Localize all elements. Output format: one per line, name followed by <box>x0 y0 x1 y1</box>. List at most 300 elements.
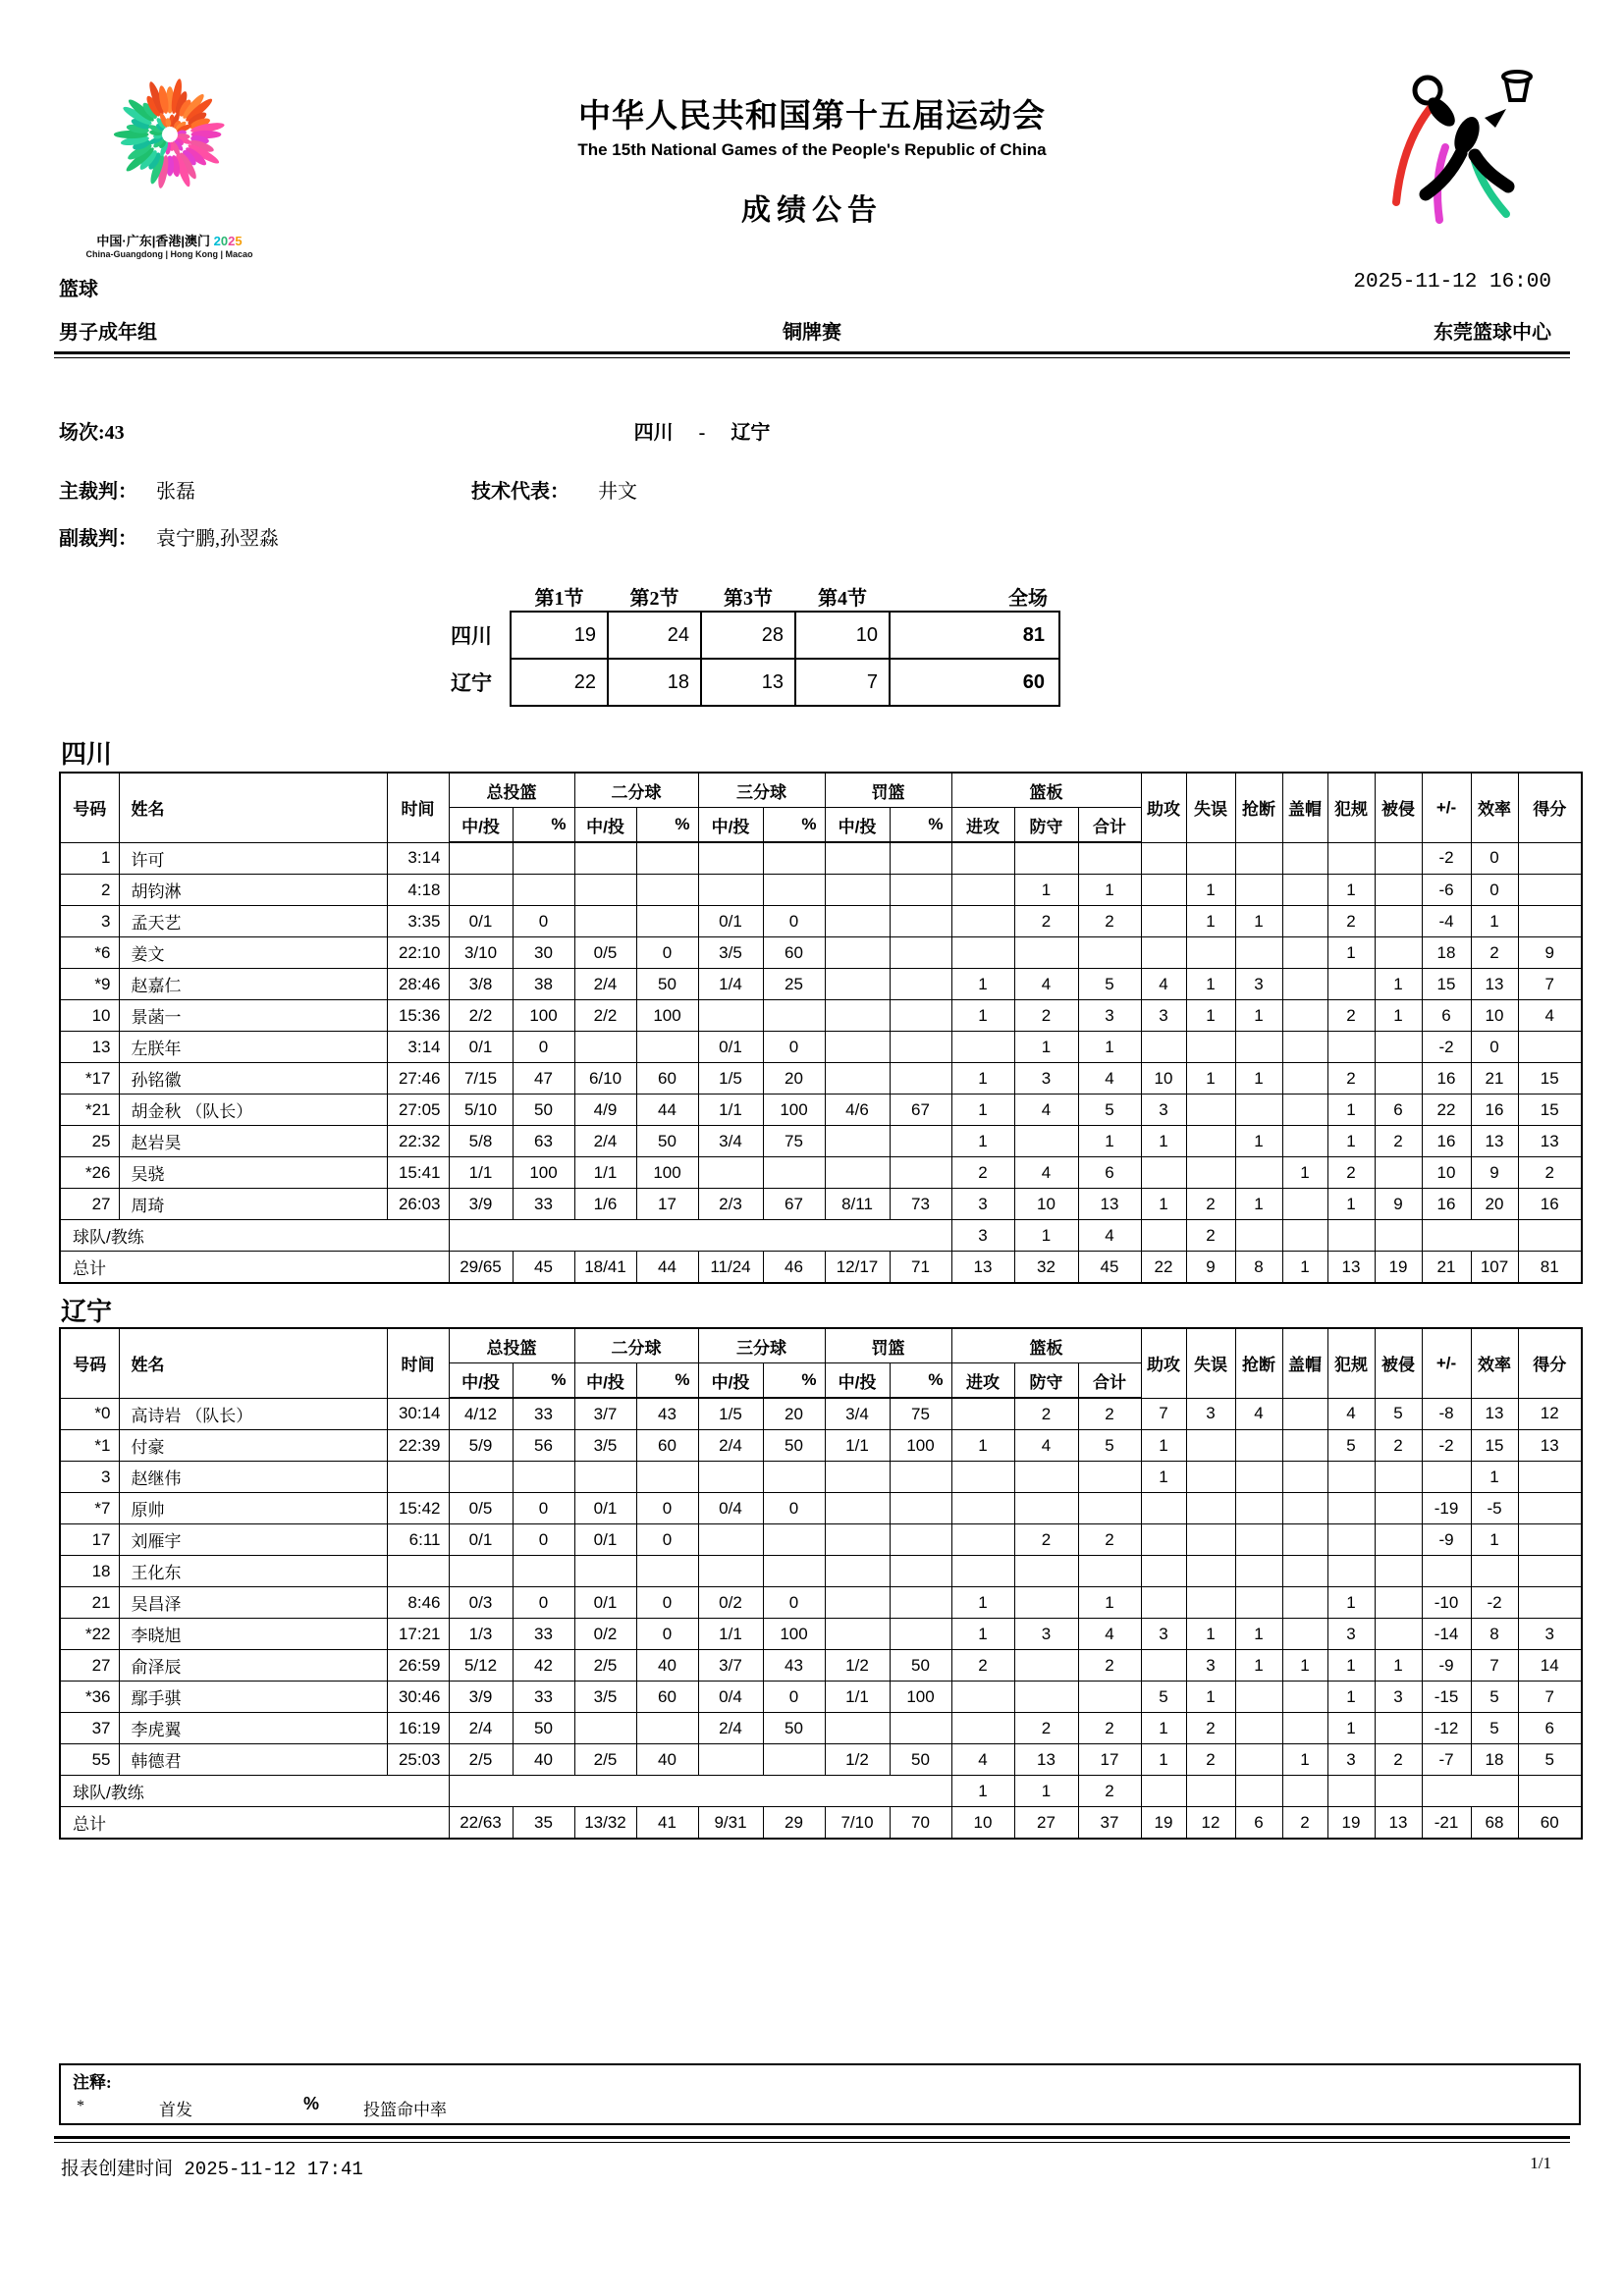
stat-cell: 1 <box>1186 1063 1235 1095</box>
stat-cell <box>513 842 574 875</box>
liaoning-stats-table <box>59 1327 1583 1840</box>
totals-row <box>60 1252 1582 1284</box>
stat-cell <box>1422 1462 1471 1493</box>
stat-cell <box>1186 1493 1235 1524</box>
stat-cell: 1 <box>951 1126 1014 1157</box>
stat-cell <box>1235 875 1282 906</box>
stat-cell: 1 <box>951 1430 1014 1462</box>
stat-cell: 2 <box>1375 1430 1422 1462</box>
stat-cell: 3 <box>60 906 119 937</box>
stat-cell <box>1375 1619 1422 1650</box>
stat-cell: 6:11 <box>387 1524 449 1556</box>
stat-cell: 0/2 <box>574 1619 636 1650</box>
stat-cell: -9 <box>1422 1524 1471 1556</box>
stat-cell: 20 <box>763 1398 825 1430</box>
stat-cell: 0 <box>636 1619 698 1650</box>
stat-cell <box>1235 1095 1282 1126</box>
stat-cell <box>1327 1556 1375 1587</box>
stat-cell: 0 <box>1471 875 1518 906</box>
stat-cell: 赵嘉仁 <box>119 969 387 1000</box>
stat-cell: 60 <box>636 1682 698 1713</box>
stat-cell <box>890 1157 951 1189</box>
stat-cell: 16 <box>1471 1095 1518 1126</box>
stat-cell: 15 <box>1422 969 1471 1000</box>
stat-cell: 0/4 <box>698 1493 763 1524</box>
stat-cell: 26:59 <box>387 1650 449 1682</box>
stat-cell <box>825 937 890 969</box>
vs-separator: - <box>698 422 706 444</box>
stat-cell <box>890 842 951 875</box>
stat-cell: 25 <box>60 1126 119 1157</box>
stat-cell: 2/4 <box>574 1126 636 1157</box>
stat-cell <box>825 1000 890 1032</box>
stat-cell: 10 <box>1141 1063 1186 1095</box>
stat-cell: 100 <box>890 1430 951 1462</box>
stat-cell: 1/1 <box>825 1430 890 1462</box>
stat-cell: 8/11 <box>825 1189 890 1220</box>
stat-cell <box>1518 875 1582 906</box>
team-section-label-sichuan: 四川 <box>61 740 113 769</box>
stat-cell <box>1141 1587 1186 1619</box>
quarter-score-cell: 18 <box>608 659 701 706</box>
stat-cell: 吴骁 <box>119 1157 387 1189</box>
stat-cell: 1 <box>1327 937 1375 969</box>
player-row <box>60 1744 1582 1776</box>
stat-cell: *22 <box>60 1619 119 1650</box>
stat-cell <box>1141 1650 1186 1682</box>
stat-cell: 0 <box>763 906 825 937</box>
stat-cell: 3 <box>1141 1000 1186 1032</box>
stat-cell <box>1186 1157 1235 1189</box>
stat-cell: 1 <box>1141 1713 1186 1744</box>
stat-cell: 李晓旭 <box>119 1619 387 1650</box>
stat-cell: 1 <box>1235 1619 1282 1650</box>
stat-cell <box>951 1398 1014 1430</box>
stat-cell: 10 <box>1014 1189 1078 1220</box>
total-stat-cell: 19 <box>1327 1807 1375 1840</box>
stat-cell: 1/3 <box>449 1619 513 1650</box>
total-stat-cell: 32 <box>1014 1252 1078 1284</box>
stat-cell <box>890 1000 951 1032</box>
stat-cell: 9 <box>1375 1189 1422 1220</box>
total-stat-cell: 22/63 <box>449 1807 513 1840</box>
stat-cell: 5 <box>1078 969 1141 1000</box>
column-header: 犯规 <box>1327 773 1375 842</box>
stat-cell: 0/1 <box>574 1493 636 1524</box>
quarter-score-table <box>412 575 1060 707</box>
stat-cell <box>1235 1776 1282 1807</box>
stat-cell: 左朕年 <box>119 1032 387 1063</box>
header-divider <box>54 351 1570 358</box>
stat-cell: 1 <box>1235 1189 1282 1220</box>
stat-cell: 2/4 <box>698 1713 763 1744</box>
stat-cell: 67 <box>763 1189 825 1220</box>
stat-cell: 1 <box>951 969 1014 1000</box>
stat-cell <box>1327 1776 1375 1807</box>
team-section-label-liaoning: 辽宁 <box>61 1298 113 1326</box>
stat-cell: *7 <box>60 1493 119 1524</box>
quarter-score-row <box>412 659 1059 706</box>
stat-cell: 2 <box>1375 1126 1422 1157</box>
total-stat-cell: 13 <box>1375 1807 1422 1840</box>
stat-cell: 5 <box>1141 1682 1186 1713</box>
stat-cell: 2 <box>1327 906 1375 937</box>
column-header: 得分 <box>1518 773 1582 842</box>
column-header: 篮板 <box>951 1328 1141 1363</box>
column-header: % <box>890 808 951 843</box>
stat-cell <box>698 842 763 875</box>
stat-cell: 7 <box>1471 1650 1518 1682</box>
stat-cell <box>1141 875 1186 906</box>
stat-cell: 12 <box>1518 1398 1582 1430</box>
stat-cell: 55 <box>60 1744 119 1776</box>
chief-referee-label: 主裁判： <box>59 481 137 503</box>
stat-cell <box>1235 1220 1282 1252</box>
stat-cell: 0 <box>636 1587 698 1619</box>
stat-cell: 0 <box>513 1032 574 1063</box>
stat-cell <box>825 969 890 1000</box>
stat-cell: 25 <box>763 969 825 1000</box>
stat-cell: 1 <box>1327 1095 1375 1126</box>
column-header: 效率 <box>1471 1328 1518 1398</box>
logo-year-digit: 0 <box>220 234 229 248</box>
stat-cell: 13 <box>1518 1126 1582 1157</box>
home-team-name: 四川 <box>633 422 674 444</box>
stat-cell: 3 <box>951 1189 1014 1220</box>
stat-cell: -14 <box>1422 1619 1471 1650</box>
stat-cell <box>1518 1556 1582 1587</box>
stat-cell <box>1141 937 1186 969</box>
player-row <box>60 1095 1582 1126</box>
stat-cell: 1/4 <box>698 969 763 1000</box>
stat-cell <box>1141 1157 1186 1189</box>
stat-cell: 18 <box>1422 937 1471 969</box>
stat-cell: 0 <box>763 1682 825 1713</box>
totals-label: 总计 <box>60 1252 449 1284</box>
stat-cell: 100 <box>890 1682 951 1713</box>
stat-cell <box>1014 1650 1078 1682</box>
stat-cell: 10 <box>60 1000 119 1032</box>
stat-cell: 1 <box>1141 1462 1186 1493</box>
total-stat-cell: 13 <box>951 1252 1014 1284</box>
stat-cell: 43 <box>636 1398 698 1430</box>
stat-cell: 6 <box>1422 1000 1471 1032</box>
stat-cell <box>1141 842 1186 875</box>
column-header: 助攻 <box>1141 773 1186 842</box>
legend-pct-text: 投篮命中率 <box>363 2101 447 2119</box>
stat-cell: 2 <box>1078 1650 1141 1682</box>
stat-cell: 4:18 <box>387 875 449 906</box>
stat-cell: 4 <box>1078 1220 1141 1252</box>
stat-cell <box>1186 1776 1235 1807</box>
legend-title: 注释: <box>73 2073 112 2092</box>
stat-cell: 0 <box>636 937 698 969</box>
stat-cell <box>1518 842 1582 875</box>
stat-cell: *21 <box>60 1095 119 1126</box>
quarter-total-cell: 60 <box>890 659 1059 706</box>
total-stat-cell: 107 <box>1471 1252 1518 1284</box>
stat-cell: -8 <box>1422 1398 1471 1430</box>
footer-divider <box>54 2136 1570 2143</box>
chief-referee-name: 张磊 <box>156 481 195 503</box>
quarters-table <box>412 575 1060 707</box>
stat-cell: 16 <box>1422 1063 1471 1095</box>
team-coach-label: 球队/教练 <box>60 1220 449 1252</box>
stat-cell: 4 <box>951 1744 1014 1776</box>
stat-cell: 2 <box>1327 1000 1375 1032</box>
stat-cell: 2/2 <box>574 1000 636 1032</box>
stat-cell: 7/15 <box>449 1063 513 1095</box>
stat-cell <box>1186 1587 1235 1619</box>
player-row <box>60 969 1582 1000</box>
stat-cell <box>890 1462 951 1493</box>
stat-cell <box>763 875 825 906</box>
quarter-score-cell: 22 <box>511 659 608 706</box>
stat-cell <box>890 875 951 906</box>
quarter-header: 第3节 <box>724 588 773 610</box>
stat-cell: 3/10 <box>449 937 513 969</box>
stat-cell: 56 <box>513 1430 574 1462</box>
stat-cell: 100 <box>513 1000 574 1032</box>
total-stat-cell: 60 <box>1518 1807 1582 1840</box>
stat-cell: 3 <box>60 1462 119 1493</box>
stat-cell: 0 <box>513 906 574 937</box>
stat-cell: 1/5 <box>698 1398 763 1430</box>
stat-cell <box>1235 1713 1282 1744</box>
stat-cell: 21 <box>1471 1063 1518 1095</box>
stat-cell <box>1014 1682 1078 1713</box>
stat-cell: 景菡一 <box>119 1000 387 1032</box>
stat-cell: 1 <box>1235 1650 1282 1682</box>
stat-cell <box>825 1063 890 1095</box>
stat-cell: 0 <box>1471 1032 1518 1063</box>
stat-cell: 1 <box>1078 875 1141 906</box>
stat-cell: 30 <box>513 937 574 969</box>
stat-cell <box>636 1713 698 1744</box>
stat-cell <box>890 906 951 937</box>
stat-cell: 25:03 <box>387 1744 449 1776</box>
total-stat-cell: 12/17 <box>825 1252 890 1284</box>
stat-cell: 1 <box>951 1619 1014 1650</box>
stat-cell <box>890 1032 951 1063</box>
stat-cell <box>1078 1556 1141 1587</box>
column-header: 犯规 <box>1327 1328 1375 1398</box>
stat-cell: 4 <box>1014 1430 1078 1462</box>
stat-cell: 17 <box>636 1189 698 1220</box>
player-row <box>60 906 1582 937</box>
stat-cell: 3/9 <box>449 1682 513 1713</box>
total-stat-cell: 27 <box>1014 1807 1078 1840</box>
stat-cell <box>449 875 513 906</box>
stat-cell: 6 <box>1375 1095 1422 1126</box>
logo-year <box>214 234 243 248</box>
stat-cell: 1 <box>1471 1524 1518 1556</box>
stat-cell: 0 <box>636 1493 698 1524</box>
stat-cell <box>1141 1556 1186 1587</box>
stat-cell: 1 <box>1282 1744 1327 1776</box>
stat-cell <box>1518 1220 1582 1252</box>
stat-cell: 44 <box>636 1095 698 1126</box>
stat-cell <box>1282 1063 1327 1095</box>
stat-cell <box>636 1556 698 1587</box>
player-row <box>60 875 1582 906</box>
stat-cell <box>1235 842 1282 875</box>
player-row <box>60 1398 1582 1430</box>
stat-cell: 75 <box>890 1398 951 1430</box>
quarter-header: 第4节 <box>818 588 867 610</box>
stat-cell: 1 <box>1327 1189 1375 1220</box>
stat-cell: 43 <box>763 1650 825 1682</box>
stat-cell: 吴昌泽 <box>119 1587 387 1619</box>
stat-cell <box>825 1619 890 1650</box>
total-stat-cell: 13/32 <box>574 1807 636 1840</box>
player-row <box>60 1430 1582 1462</box>
player-row <box>60 1462 1582 1493</box>
column-header: 中/投 <box>449 808 513 843</box>
stat-cell: 100 <box>513 1157 574 1189</box>
stat-cell <box>1282 1776 1327 1807</box>
stat-cell: 4/12 <box>449 1398 513 1430</box>
deputy-referee-names: 袁宁鹏,孙翌淼 <box>156 528 279 550</box>
stat-cell: 2 <box>1327 1063 1375 1095</box>
stat-cell: 60 <box>636 1430 698 1462</box>
stat-cell <box>1282 1095 1327 1126</box>
stat-cell: 4 <box>1078 1063 1141 1095</box>
column-header: 中/投 <box>574 1363 636 1399</box>
tech-delegate-name: 井文 <box>598 481 637 503</box>
logo-year-digit: 5 <box>235 234 243 248</box>
stat-cell: 100 <box>763 1619 825 1650</box>
stat-cell: 3/5 <box>574 1430 636 1462</box>
stat-cell <box>1327 842 1375 875</box>
stat-cell <box>1375 1220 1422 1252</box>
stat-cell <box>890 1126 951 1157</box>
stat-cell <box>1327 1220 1375 1252</box>
stat-cell: 1 <box>1327 1587 1375 1619</box>
stat-cell: 13 <box>1014 1744 1078 1776</box>
stat-cell: 3 <box>1014 1063 1078 1095</box>
stat-cell: 13 <box>1471 1126 1518 1157</box>
page-number: 1/1 <box>1530 2154 1551 2172</box>
player-row <box>60 1000 1582 1032</box>
stat-cell <box>1014 1587 1078 1619</box>
stat-cell: 2 <box>1014 906 1078 937</box>
total-stat-cell: 9 <box>1186 1252 1235 1284</box>
stat-cell: 16 <box>1518 1189 1582 1220</box>
stat-cell <box>1422 1220 1518 1252</box>
stat-cell: 1 <box>1235 1126 1282 1157</box>
stat-cell: 0/1 <box>698 1032 763 1063</box>
column-header: 罚篮 <box>825 1328 951 1363</box>
column-header: 时间 <box>387 773 449 842</box>
stat-cell <box>698 1000 763 1032</box>
stat-cell <box>1235 1493 1282 1524</box>
player-row <box>60 1556 1582 1587</box>
stat-cell: 4 <box>1141 969 1186 1000</box>
stat-cell: 胡钧淋 <box>119 875 387 906</box>
stat-cell: 2 <box>951 1157 1014 1189</box>
column-header: 中/投 <box>449 1363 513 1399</box>
stat-cell: 1 <box>1327 1713 1375 1744</box>
stat-cell <box>698 1462 763 1493</box>
stat-cell <box>890 1493 951 1524</box>
stat-cell <box>513 1462 574 1493</box>
page-title-cn: 中华人民共和国第十五届运动会 <box>578 97 1046 133</box>
stat-cell <box>1327 1462 1375 1493</box>
stat-cell <box>1141 1220 1186 1252</box>
stat-cell: 1 <box>1471 906 1518 937</box>
stat-cell: 13 <box>1471 969 1518 1000</box>
stat-cell <box>574 875 636 906</box>
stat-cell: *0 <box>60 1398 119 1430</box>
stat-cell: 4/9 <box>574 1095 636 1126</box>
player-stats-table <box>59 772 1583 1284</box>
round-label: 铜牌赛 <box>783 322 841 344</box>
stat-cell: 73 <box>890 1189 951 1220</box>
stat-cell: 俞泽辰 <box>119 1650 387 1682</box>
stat-cell <box>574 842 636 875</box>
games-logo <box>79 43 260 259</box>
stat-cell: 姜文 <box>119 937 387 969</box>
stat-cell <box>763 1744 825 1776</box>
totals-row <box>60 1807 1582 1840</box>
stat-cell: 3/7 <box>698 1650 763 1682</box>
stat-cell: 3/9 <box>449 1189 513 1220</box>
stat-cell: 1 <box>1327 1650 1375 1682</box>
stat-cell: 13 <box>1518 1430 1582 1462</box>
stat-cell <box>1375 1776 1422 1807</box>
logo-year-digit: 2 <box>228 234 236 248</box>
stat-cell: 3/7 <box>574 1398 636 1430</box>
player-row <box>60 842 1582 875</box>
stat-cell <box>763 1000 825 1032</box>
stat-cell <box>698 875 763 906</box>
stat-cell: 1 <box>1141 1430 1186 1462</box>
stat-cell <box>1186 1430 1235 1462</box>
stat-cell: 17 <box>1078 1744 1141 1776</box>
tech-delegate-line <box>471 475 637 504</box>
stat-cell <box>1518 1524 1582 1556</box>
stat-cell: 3 <box>1078 1000 1141 1032</box>
stat-cell: 16:19 <box>387 1713 449 1744</box>
stat-cell: 50 <box>636 1126 698 1157</box>
stat-cell: 2 <box>1078 1524 1141 1556</box>
stat-cell: *36 <box>60 1682 119 1713</box>
legend-pct-symbol: % <box>303 2094 320 2113</box>
stat-cell: -10 <box>1422 1587 1471 1619</box>
column-header: 中/投 <box>825 808 890 843</box>
stat-cell: 0/1 <box>449 1032 513 1063</box>
stat-cell: 50 <box>513 1713 574 1744</box>
player-row <box>60 1063 1582 1095</box>
stat-cell <box>951 1713 1014 1744</box>
stat-cell: 1 <box>1078 1587 1141 1619</box>
stat-cell <box>951 1682 1014 1713</box>
stat-cell: 40 <box>513 1744 574 1776</box>
stat-cell <box>574 1462 636 1493</box>
stat-cell: 0 <box>763 1493 825 1524</box>
stat-cell: 3:35 <box>387 906 449 937</box>
total-stat-cell: 37 <box>1078 1807 1141 1840</box>
stat-cell: 10 <box>1471 1000 1518 1032</box>
stat-cell: 王化东 <box>119 1556 387 1587</box>
document-title: 成绩公告 <box>741 194 883 227</box>
column-header: 中/投 <box>574 808 636 843</box>
stat-cell: 2 <box>1014 1713 1078 1744</box>
game-number: 场次:43 <box>59 422 125 444</box>
stat-cell: 16 <box>1422 1126 1471 1157</box>
stat-cell: 许可 <box>119 842 387 875</box>
